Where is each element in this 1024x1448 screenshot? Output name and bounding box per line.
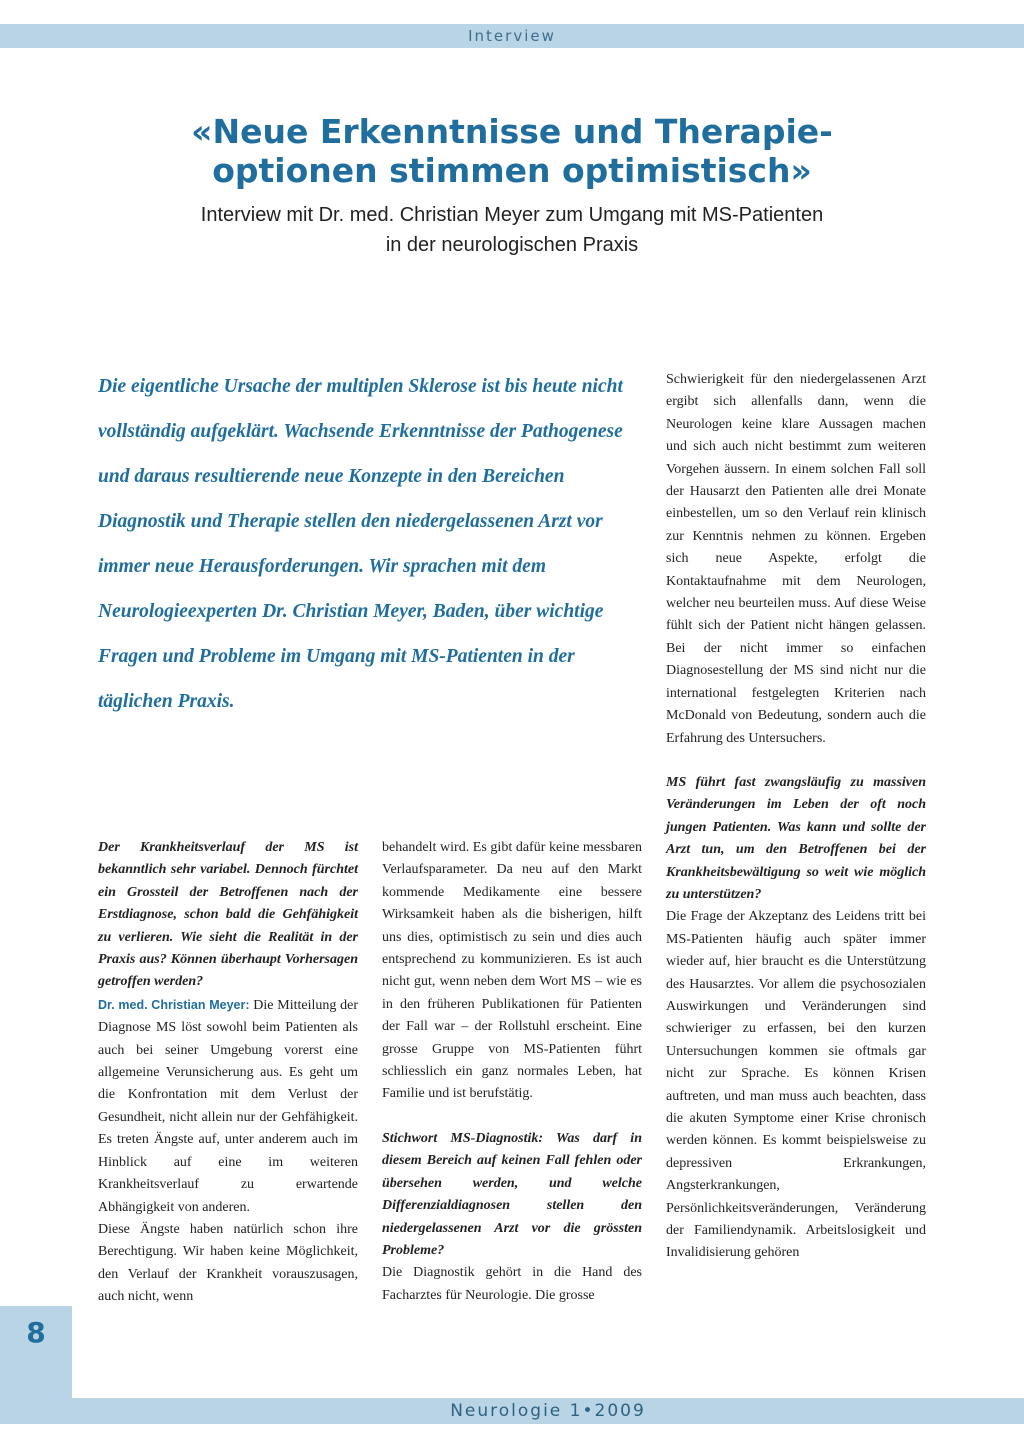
page-number: 8 (26, 1316, 46, 1349)
answer-paragraph: Die Diagnostik gehört in die Hand des Facharztes für Neurologie. Die grosse (382, 1265, 642, 1303)
interview-question: Der Krankheitsverlauf der MS ist bekanntlich sehr variabel. Dennoch fürchtet ein Grossteil der Betroffenen nach der Erstdiagnose, schon bald die Gehfähigkeit zu verlieren. Wie sieht die Realität in der Praxis aus? Können überhaupt Vorhersagen getroffen werden? (98, 840, 358, 990)
column-1 (98, 837, 358, 1309)
section-label: Interview (468, 27, 556, 45)
title-line-1: «Neue Erkenntnisse und Therapie- (191, 112, 833, 151)
answer-paragraph: Diese Ängste haben natürlich schon ihre Berechtigung. Wir haben keine Möglichkeit, den Verlauf der Krankheit vorauszusagen, auch nicht, wenn (98, 1221, 358, 1305)
article-subtitle (60, 200, 964, 260)
title-line-2: optionen stimmen optimistisch» (212, 151, 812, 190)
answer-paragraph: behandelt wird. Es gibt dafür keine messbaren Verlaufsparameter. Da neu auf den Markt kommende Medikamente eine bessere Wirksamkeit haben als die bisherigen, hilft uns dies, optimistisch zu sein und dies auch entsprechend zu kommunizieren. Es ist auch nicht gut, wenn neben dem Wort MS – wie es in den früheren Publikationen für Patienten der Fall war – der Rollstuhl erscheint. Eine grosse Gruppe von MS-Patienten führt schliesslich ein ganz normales Leben, hat Familie und ist berufstätig. (382, 840, 642, 1102)
answer-text: Die Mitteilung der Diagnose MS löst sowohl beim Patienten als auch bei seiner Umgebung vorerst eine allgemeine Verunsicherung aus. Es geht um die Konfrontation mit dem Verlust der Gesundheit, nicht allein nur der Gehfähigkeit. Es treten Ängste auf, unter anderem auch im Hinblick auf eine im weiteren Krankheitsverlauf zu erwartende Abhängigkeit von anderen. (98, 997, 358, 1215)
subtitle-line-2: in der neurologischen Praxis (385, 234, 639, 256)
paragraph-gap (382, 1106, 642, 1128)
answer-paragraph (98, 994, 358, 1219)
speaker-label: Dr. med. Christian Meyer: (98, 997, 250, 1012)
journal-issue: Neurologie 1•2009 (450, 1401, 646, 1421)
lead-paragraph: Die eigentliche Ursache der multiplen Sklerose ist bis heute nicht vollständig aufgeklärt. Wachsende Erkenntnisse der Pathogenese und daraus resultierende neue Konzepte in den Bereichen Diagnostik und Therapie stellen den niedergelassenen Arzt vor immer neue Herausforderungen. Wir sprachen mit dem Neurologieexperten Dr. Christian Meyer, Baden, über wichtige Fragen und Probleme im Umgang mit MS-Patienten in der täglichen Praxis. (98, 376, 623, 712)
paragraph-gap (666, 750, 926, 772)
column-right (666, 369, 926, 1265)
answer-paragraph: Die Frage der Akzeptanz des Leidens tritt bei MS-Patienten häufig auch später immer wieder auf, hier braucht es die Unterstützung des Hausarztes. Vor allem die psychosozialen Auswirkungen und Veränderungen sind schwieriger zu erfassen, bei den kurzen Untersuchungen kommen sie oftmals gar nicht zur Sprache. Es können Krisen auftreten, und man muss auch beachten, dass die akuten Symptome einer Krise chronisch werden können. Es kommt beispielsweise zu depressiven Erkrankungen, Angsterkrankungen, Persönlichkeitsveränderungen, Veränderung der Familiendynamik. Arbeitslosigkeit und Invalidisierung gehören (666, 909, 926, 1261)
column-2 (382, 837, 642, 1307)
interview-question: Stichwort MS-Diagnostik: Was darf in diesem Bereich auf keinen Fall fehlen oder übersehen werden, und welche Differenzialdiagnosen stellen den niedergelassenen Arzt vor die grössten Probleme? (382, 1130, 642, 1258)
answer-paragraph: Schwierigkeit für den niedergelassenen Arzt ergibt sich allenfalls dann, wenn die Neurologen keine klare Aussagen machen und sich auch nicht bestimmt zum weiteren Vorgehen äussern. In einem solchen Fall soll der Hausarzt den Patienten alle drei Monate einbestellen, um so den Verlauf rein klinisch zur Kenntnis nehmen zu können. Ergeben sich neue Aspekte, erfolgt die Kontaktaufnahme mit dem Neurologen, welcher neu beurteilen muss. Auf diese Weise fühlt sich der Patient nicht hängen gelassen. Bei der nicht immer so einfachen Diagnosestellung der MS sind nicht nur die international festgelegten Kriterien nach McDonald von Bedeutung, sondern auch die Erfahrung des Untersuchers. (666, 372, 926, 746)
article-title (60, 112, 964, 190)
interview-question: MS führt fast zwangsläufig zu massiven Veränderungen im Leben der oft noch jungen Patienten. Was kann und sollte der Arzt tun, um den Betroffenen bei der Krankheitsbewältigung so weit wie möglich zu unterstützen? (666, 774, 926, 902)
subtitle-line-1: Interview mit Dr. med. Christian Meyer zum Umgang mit MS-Patienten (200, 204, 824, 226)
